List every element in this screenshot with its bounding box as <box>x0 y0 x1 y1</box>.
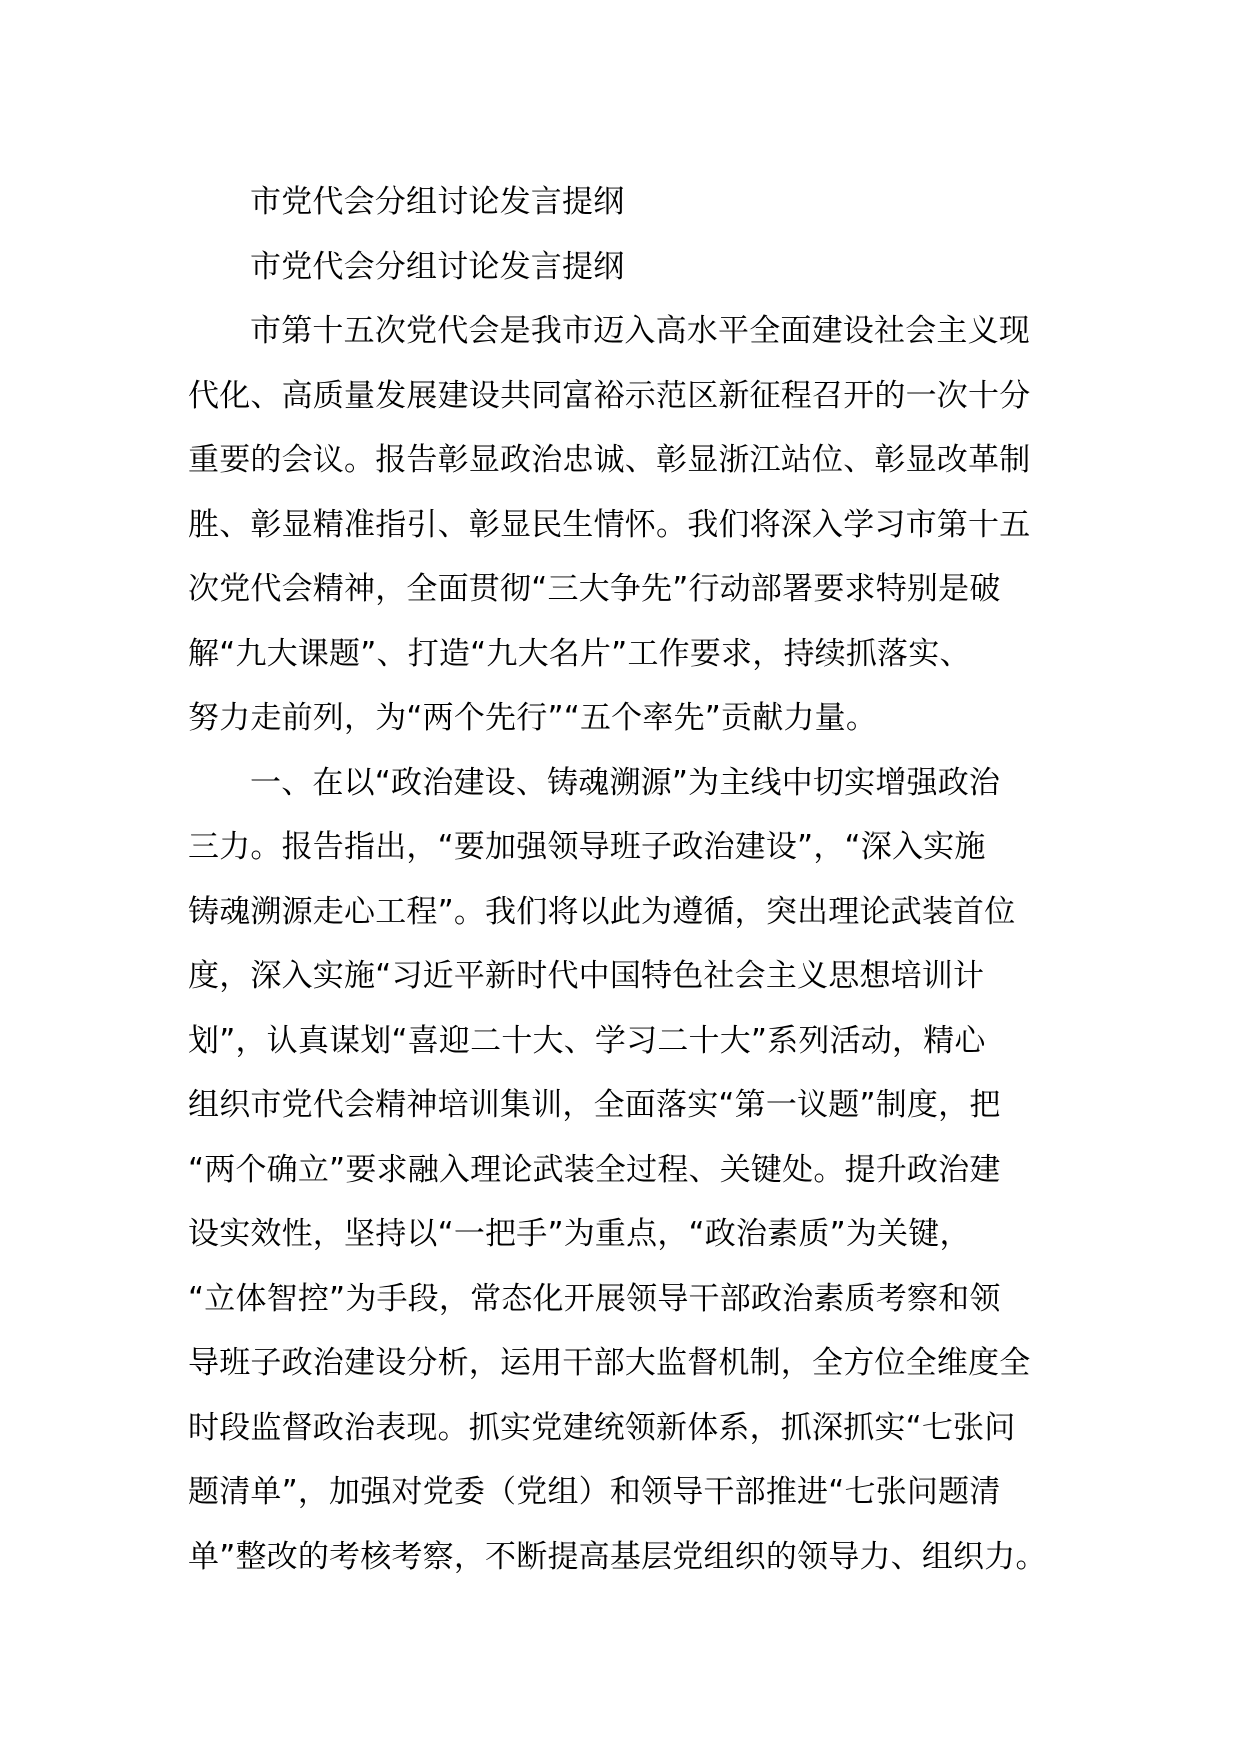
text-line: 市第十五次党代会是我市迈入高水平全面建设社会主义现 <box>250 313 1030 349</box>
text-line: 设实效性，坚持以“一把手”为重点，“政治素质”为关键， <box>188 1216 971 1252</box>
text-line: 重要的会议。报告彰显政治忠诚、彰显浙江站位、彰显改革制 <box>188 442 1031 478</box>
text-line: 代化、高质量发展建设共同富裕示范区新征程召开的一次十分 <box>188 377 1031 414</box>
text-line: 导班子政治建设分析，运用干部大监督机制，全方位全维度全 <box>188 1345 1031 1381</box>
section-heading-line: 一、在以“政治建设、铸魂溯源”为主线中切实增强政治 <box>250 764 1001 801</box>
text-line: 努力走前列，为“两个先行”“五个率先”贡献力量。 <box>188 700 878 736</box>
text-line: 题清单”，加强对党委（党组）和领导干部推进“七张问题清 <box>188 1474 1001 1510</box>
intro-paragraph <box>188 299 1068 751</box>
text-line: 组织市党代会精神培训集训，全面落实“第一议题”制度，把 <box>188 1087 1001 1123</box>
text-line: 次党代会精神，全面贯彻“三大争先”行动部署要求特别是破 <box>188 571 1001 607</box>
text-line: “立体智控”为手段，常态化开展领导干部政治素质考察和领 <box>188 1280 1001 1317</box>
text-line: 胜、彰显精准指引、彰显民生情怀。我们将深入学习市第十五 <box>188 506 1031 543</box>
text-line: 三力。报告指出，“要加强领导班子政治建设”，“深入实施 <box>188 829 986 865</box>
document-body <box>188 170 1068 1589</box>
text-line: 铸魂溯源走心工程”。我们将以此为遵循，突出理论武装首位 <box>188 893 1016 930</box>
section-one-paragraph <box>188 751 1068 1590</box>
text-line: 时段监督政治表现。抓实党建统领新体系，抓深抓实“七张问 <box>188 1409 1016 1446</box>
document-subtitle: 市党代会分组讨论发言提纲 <box>250 248 625 285</box>
document-title: 市党代会分组讨论发言提纲 <box>250 184 625 220</box>
text-line: 单”整改的考核考察，不断提高基层党组织的领导力、组织力。 <box>188 1538 1047 1575</box>
text-line: 划”，认真谋划“喜迎二十大、学习二十大”系列活动，精心 <box>188 1022 986 1059</box>
text-line: 解“九大课题”、打造“九大名片”工作要求，持续抓落实、 <box>188 635 971 672</box>
text-line: “两个确立”要求融入理论武装全过程、关键处。提升政治建 <box>188 1151 1001 1188</box>
text-line: 度，深入实施“习近平新时代中国特色社会主义思想培训计 <box>188 958 985 994</box>
